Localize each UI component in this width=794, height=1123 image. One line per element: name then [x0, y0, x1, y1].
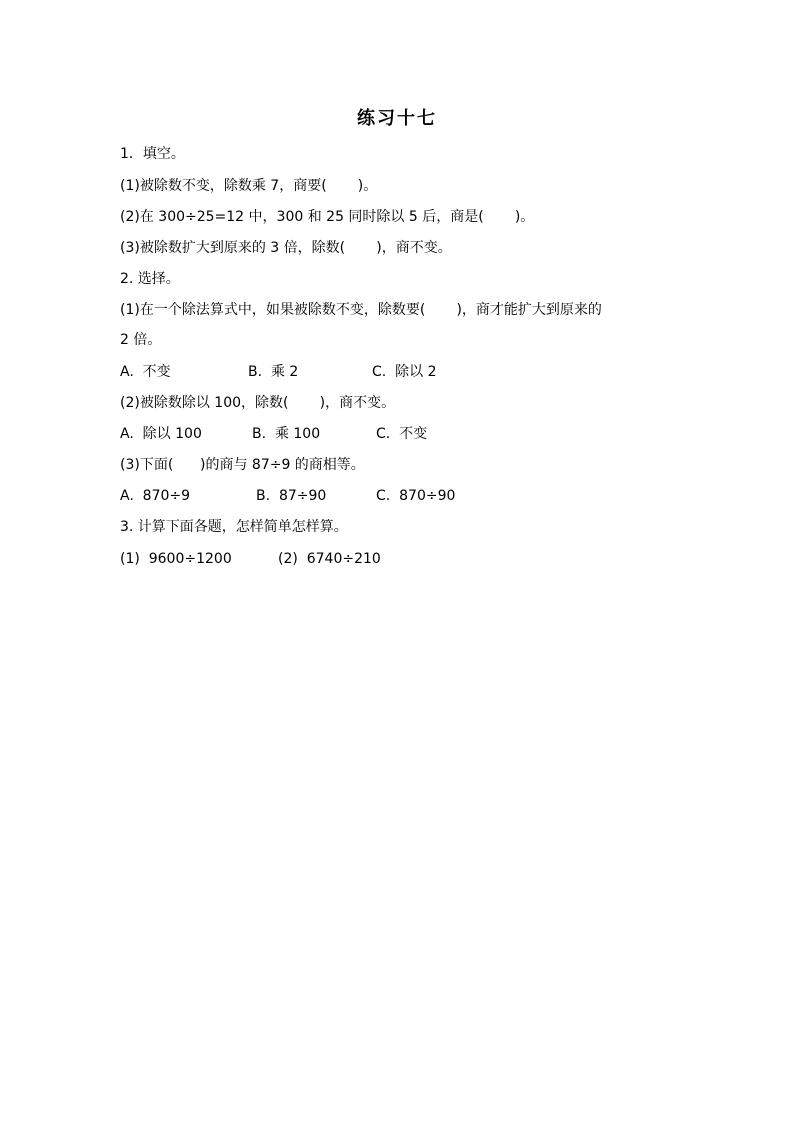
option-c: C. 870÷90	[376, 488, 456, 504]
problem-1: (1) 9600÷1200	[120, 551, 232, 567]
section-2-heading: 2. 选择。	[120, 271, 180, 287]
section-1-question-1: (1)被除数不变，除数乘 7，商要( )。	[120, 178, 378, 194]
section-2-question-1-line-1: (1)在一个除法算式中，如果被除数不变，除数要( )，商才能扩大到原来的	[120, 302, 602, 318]
option-b: B. 乘 100	[252, 426, 321, 442]
section-2-question-1-line-2: 2 倍。	[120, 332, 162, 348]
section-1-question-3: (3)被除数扩大到原来的 3 倍，除数( )，商不变。	[120, 240, 452, 256]
section-3-heading: 3. 计算下面各题，怎样简单怎样算。	[120, 519, 348, 535]
option-c: C. 除以 2	[372, 364, 437, 380]
option-c: C. 不变	[376, 426, 428, 442]
section-1-question-2: (2)在 300÷25=12 中，300 和 25 同时除以 5 后，商是( )。	[120, 209, 535, 225]
section-1-heading: 1．填空。	[120, 146, 185, 162]
option-a: A. 除以 100	[120, 426, 202, 442]
option-a: A. 不变	[120, 364, 171, 380]
section-2-question-3: (3)下面( )的商与 87÷9 的商相等。	[120, 457, 365, 473]
option-b: B. 87÷90	[256, 488, 327, 504]
option-b: B. 乘 2	[248, 364, 299, 380]
section-2-question-2: (2)被除数除以 100，除数( )，商不变。	[120, 395, 396, 411]
problem-2: (2) 6740÷210	[278, 551, 381, 567]
page-title: 练习十七	[357, 108, 437, 129]
option-a: A. 870÷9	[120, 488, 191, 504]
section-3-problems	[120, 549, 381, 609]
